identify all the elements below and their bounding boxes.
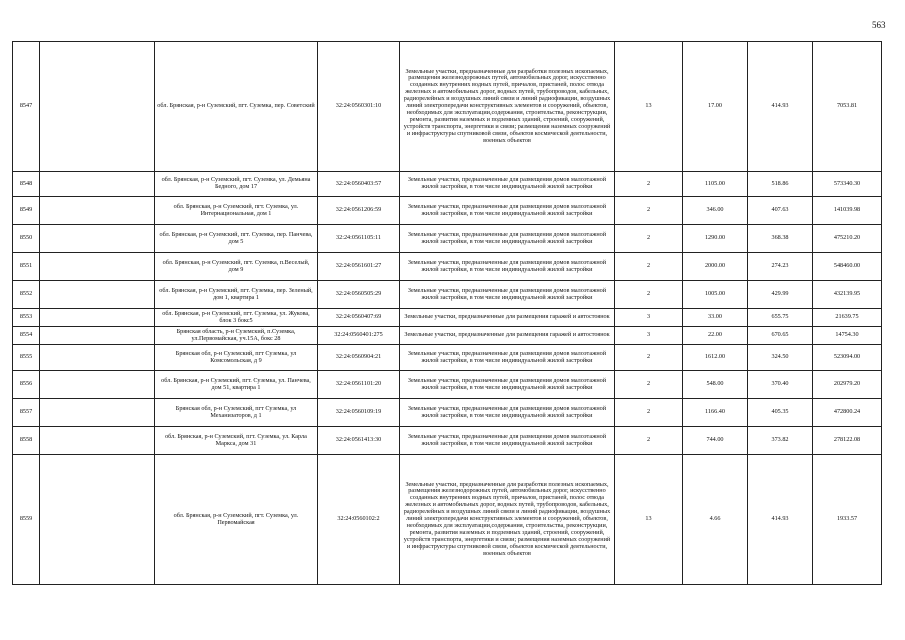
cadastral-value-cell: 278122.08 <box>813 427 882 455</box>
blank-cell <box>40 281 155 309</box>
blank-cell <box>40 327 155 345</box>
rate-cell: 274.23 <box>748 253 813 281</box>
address-cell: обл. Брянская, р-н Суземский, пгт. Суземка, ул. Жукова, блок 3 бокс5 <box>155 309 318 327</box>
row-number: 8556 <box>13 371 40 399</box>
table-row <box>13 345 882 371</box>
cadastral-value-cell: 202979.20 <box>813 371 882 399</box>
blank-cell <box>40 427 155 455</box>
row-number: 8553 <box>13 309 40 327</box>
area-cell: 1166.40 <box>683 399 748 427</box>
use-code-cell: 2 <box>615 345 683 371</box>
area-cell: 1612.00 <box>683 345 748 371</box>
row-number: 8548 <box>13 172 40 197</box>
area-cell: 4.66 <box>683 455 748 585</box>
address-cell: обл. Брянская, р-н Суземский, пгт. Суземка, пер. Зеленый, дом 1, квартира 1 <box>155 281 318 309</box>
land-use-cell: Земельные участки, предназначенные для размещения домов малоэтажной жилой застройки, в том числе индивидуальной жилой застройки <box>400 197 615 225</box>
cadastral-number-cell: 32:24:0560904:21 <box>318 345 400 371</box>
table-row <box>13 399 882 427</box>
use-code-cell: 2 <box>615 197 683 225</box>
cadastral-number-cell: 32:24:0560102:2 <box>318 455 400 585</box>
table-row <box>13 281 882 309</box>
area-cell: 1290.00 <box>683 225 748 253</box>
address-cell: обл. Брянская, р-н Суземский, пгт. Суземка, ул. Карла Маркса, дом 31 <box>155 427 318 455</box>
use-code-cell: 3 <box>615 327 683 345</box>
use-code-cell: 3 <box>615 309 683 327</box>
cadastral-value-cell: 523094.00 <box>813 345 882 371</box>
address-cell: Брянская обл, р-н Суземский, пгт Суземка, ул Механизаторов, д 1 <box>155 399 318 427</box>
use-code-cell: 13 <box>615 455 683 585</box>
cadastral-number-cell: 32:24:0561413:30 <box>318 427 400 455</box>
cadastral-value-cell: 141039.98 <box>813 197 882 225</box>
address-cell: обл. Брянская, р-н Суземский, пгт. Суземка, пер. Панчева, дом 5 <box>155 225 318 253</box>
page-number: 563 <box>872 20 886 30</box>
table-row <box>13 371 882 399</box>
cadastral-value-cell: 14754.30 <box>813 327 882 345</box>
cadastral-number-cell: 32:24:0561105:11 <box>318 225 400 253</box>
blank-cell <box>40 399 155 427</box>
address-cell: обл. Брянская, р-н Суземский, пгт. Суземка, пер. Советский <box>155 42 318 172</box>
rate-cell: 414.93 <box>748 455 813 585</box>
area-cell: 33.00 <box>683 309 748 327</box>
use-code-cell: 2 <box>615 172 683 197</box>
area-cell: 1105.00 <box>683 172 748 197</box>
table-row <box>13 427 882 455</box>
blank-cell <box>40 225 155 253</box>
table-row <box>13 253 882 281</box>
land-use-cell: Земельные участки, предназначенные для размещения домов малоэтажной жилой застройки, в том числе индивидуальной жилой застройки <box>400 225 615 253</box>
blank-cell <box>40 172 155 197</box>
registry-table <box>12 41 882 585</box>
land-use-cell: Земельные участки, предназначенные для разработки полезных ископаемых, размещения железнодорожных путей, автомобильных дорог, искусственно созданных внутренних водных путей, причалов, пристаней, полос отвода железных и автомобильных дорог, водных путей, трубопроводов, кабельных, радиорелейных и воздушных линий связи и линий радиофикации, воздушных линий электропередачи конструктивных элементов и сооружений, объектов, необходимых для эксплуатации,содержания, строительства, реконструкции, ремонта, развития наземных и подземных зданий, строений, сооружений, устройств транспорта, энергетики и связи; размещения наземных сооружений и инфраструктуры спутниковой связи, объектов космической деятельности, военных объектов <box>400 455 615 585</box>
land-use-cell: Земельные участки, предназначенные для размещения домов малоэтажной жилой застройки, в том числе индивидуальной жилой застройки <box>400 172 615 197</box>
row-number: 8552 <box>13 281 40 309</box>
cadastral-value-cell: 432139.95 <box>813 281 882 309</box>
table-row <box>13 455 882 585</box>
area-cell: 346.00 <box>683 197 748 225</box>
address-cell: обл. Брянская, р-н Суземский, пгт. Суземка, ул. Демьяна Бедного, дом 17 <box>155 172 318 197</box>
area-cell: 2000.00 <box>683 253 748 281</box>
rate-cell: 655.75 <box>748 309 813 327</box>
use-code-cell: 2 <box>615 253 683 281</box>
address-cell: обл. Брянская, р-н Суземский, пгт. Суземка, п.Веселый, дом 9 <box>155 253 318 281</box>
cadastral-number-cell: 32:24:0560109:19 <box>318 399 400 427</box>
blank-cell <box>40 455 155 585</box>
cadastral-number-cell: 32:24:0561101:20 <box>318 371 400 399</box>
rate-cell: 407.63 <box>748 197 813 225</box>
land-use-cell: Земельные участки, предназначенные для разработки полезных ископаемых, размещения железнодорожных путей, автомобильных дорог, искусственно созданных внутренних водных путей, причалов, пристаней, полос отвода железных и автомобильных дорог, водных путей, трубопроводов, кабельных, радиорелейных и воздушных линий связи и линий радиофикации, воздушных линий электропередачи конструктивных элементов и сооружений, объектов, необходимых для эксплуатации,содержания, строительства, реконструкции, ремонта, развития наземных и подземных зданий, строений, сооружений, устройств транспорта, энергетики и связи; размещения наземных сооружений и инфраструктуры спутниковой связи, объектов космической деятельности, военных объектов <box>400 42 615 172</box>
cadastral-number-cell: 32:24:0560301:10 <box>318 42 400 172</box>
cadastral-number-cell: 32:24:0560407:69 <box>318 309 400 327</box>
registry-body <box>13 42 882 585</box>
land-use-cell: Земельные участки, предназначенные для размещения гаражей и автостоянок <box>400 327 615 345</box>
rate-cell: 368.38 <box>748 225 813 253</box>
land-use-cell: Земельные участки, предназначенные для размещения домов малоэтажной жилой застройки, в том числе индивидуальной жилой застройки <box>400 345 615 371</box>
use-code-cell: 2 <box>615 399 683 427</box>
cadastral-value-cell: 21639.75 <box>813 309 882 327</box>
address-cell: обл. Брянская, р-н Суземский, пгт. Суземка, ул. Панчева, дом 51, квартира 1 <box>155 371 318 399</box>
row-number: 8558 <box>13 427 40 455</box>
blank-cell <box>40 253 155 281</box>
rate-cell: 324.50 <box>748 345 813 371</box>
land-use-cell: Земельные участки, предназначенные для размещения домов малоэтажной жилой застройки, в том числе индивидуальной жилой застройки <box>400 399 615 427</box>
land-use-cell: Земельные участки, предназначенные для размещения домов малоэтажной жилой застройки, в том числе индивидуальной жилой застройки <box>400 281 615 309</box>
rate-cell: 414.93 <box>748 42 813 172</box>
land-use-cell: Земельные участки, предназначенные для размещения гаражей и автостоянок <box>400 309 615 327</box>
row-number: 8557 <box>13 399 40 427</box>
rate-cell: 405.35 <box>748 399 813 427</box>
cadastral-value-cell: 7053.81 <box>813 42 882 172</box>
row-number: 8559 <box>13 455 40 585</box>
land-use-cell: Земельные участки, предназначенные для размещения домов малоэтажной жилой застройки, в том числе индивидуальной жилой застройки <box>400 427 615 455</box>
address-cell: Брянская область, р-н Суземский, п.Суземка, ул.Первомайская, уч.15А, бокс 28 <box>155 327 318 345</box>
land-use-cell: Земельные участки, предназначенные для размещения домов малоэтажной жилой застройки, в том числе индивидуальной жилой застройки <box>400 253 615 281</box>
blank-cell <box>40 309 155 327</box>
cadastral-value-cell: 548460.00 <box>813 253 882 281</box>
table-row <box>13 327 882 345</box>
rate-cell: 518.86 <box>748 172 813 197</box>
area-cell: 1005.00 <box>683 281 748 309</box>
use-code-cell: 2 <box>615 371 683 399</box>
row-number: 8554 <box>13 327 40 345</box>
row-number: 8547 <box>13 42 40 172</box>
use-code-cell: 2 <box>615 281 683 309</box>
area-cell: 22.00 <box>683 327 748 345</box>
use-code-cell: 2 <box>615 225 683 253</box>
cadastral-value-cell: 475210.20 <box>813 225 882 253</box>
use-code-cell: 13 <box>615 42 683 172</box>
area-cell: 744.00 <box>683 427 748 455</box>
use-code-cell: 2 <box>615 427 683 455</box>
area-cell: 548.00 <box>683 371 748 399</box>
cadastral-number-cell: 32:24:0560401:275 <box>318 327 400 345</box>
address-cell: обл. Брянская, р-н Суземский, пгт. Суземка, ул. Интернациональная, дом 1 <box>155 197 318 225</box>
cadastral-number-cell: 32:24:0560403:57 <box>318 172 400 197</box>
cadastral-value-cell: 1933.57 <box>813 455 882 585</box>
rate-cell: 429.99 <box>748 281 813 309</box>
blank-cell <box>40 345 155 371</box>
table-row <box>13 42 882 172</box>
rate-cell: 370.40 <box>748 371 813 399</box>
blank-cell <box>40 197 155 225</box>
blank-cell <box>40 42 155 172</box>
cadastral-number-cell: 32:24:0561206:59 <box>318 197 400 225</box>
cadastral-number-cell: 32:24:0560505:29 <box>318 281 400 309</box>
row-number: 8550 <box>13 225 40 253</box>
land-use-cell: Земельные участки, предназначенные для размещения домов малоэтажной жилой застройки, в том числе индивидуальной жилой застройки <box>400 371 615 399</box>
table-row <box>13 197 882 225</box>
row-number: 8555 <box>13 345 40 371</box>
address-cell: обл. Брянская, р-н Суземский, пгт. Суземка, ул. Первомайская <box>155 455 318 585</box>
table-row <box>13 309 882 327</box>
row-number: 8549 <box>13 197 40 225</box>
address-cell: Брянская обл, р-н Суземский, пгт Суземка, ул Комсомольская, д 9 <box>155 345 318 371</box>
area-cell: 17.00 <box>683 42 748 172</box>
table-row <box>13 225 882 253</box>
cadastral-value-cell: 472800.24 <box>813 399 882 427</box>
cadastral-value-cell: 573340.30 <box>813 172 882 197</box>
cadastral-number-cell: 32:24:0561601:27 <box>318 253 400 281</box>
blank-cell <box>40 371 155 399</box>
row-number: 8551 <box>13 253 40 281</box>
rate-cell: 670.65 <box>748 327 813 345</box>
table-row <box>13 172 882 197</box>
rate-cell: 373.82 <box>748 427 813 455</box>
